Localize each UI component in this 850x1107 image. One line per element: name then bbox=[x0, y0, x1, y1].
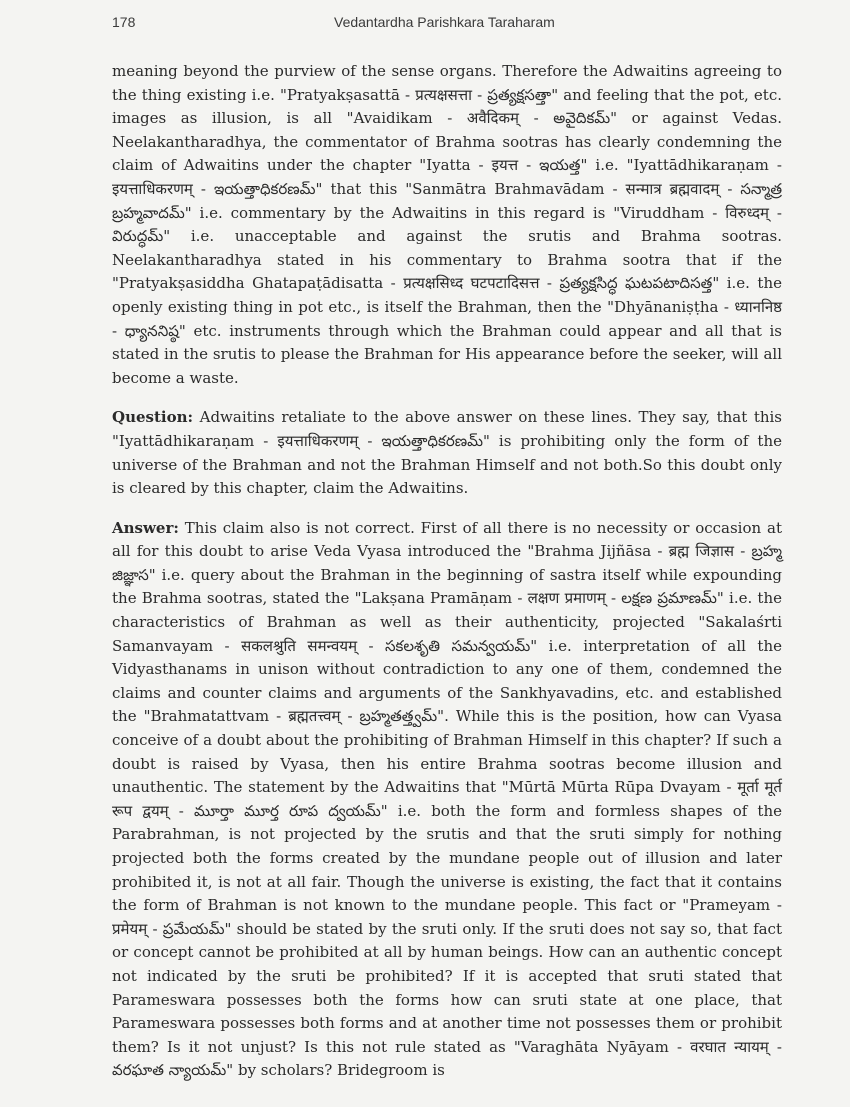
paragraph-text: Adwaitins retaliate to the above answer on these lines. They say, that this "Iyattādhikaraṇam - इयत्ताधिकरणम् - ఇయత్తాధికరణమ్" is prohibiting only the form of the universe of the Brahman and not the Brahman Himself and not both.So this doubt only is cleared by this chapter, claim the Adwaitins. bbox=[112, 408, 782, 498]
paragraph-intro bbox=[112, 60, 782, 390]
answer-label: Answer: bbox=[112, 518, 179, 537]
paragraph-question bbox=[112, 406, 782, 500]
paragraph-text: This claim also is not correct. First of all there is no necessity or occasion at all for this doubt to arise Veda Vyasa introduced the "Brahma Jijñāsa - ब्रह्म जिज्ञास - బ్రహ్మ జిజ్ఞాస" i.e. query about the Brahman in the beginning of sastra itself while expounding the Brahma sootras, stated the "Lakṣana Pramāṇam - लक्षण प्रमाणम् - లక్షణ ప్రమాణమ్" i.e. the characteristics of Brahman as well as their authenticity, projected "Sakalaśrti Samanvayam - सकलश्रुति समन्वयम् - సకలశృతి సమన్వయమ్" i.e. interpretation of all the Vidyasthanams in unison without contradiction to any one of them, condemned the claims and counter claims and arguments of the Sankhyavadins, etc. and established the "Brahmatattvam - ब्रह्मतत्त्वम् - బ్రహ్మతత్త్వమ్". While this is the position, how can Vyasa conceive of a doubt about the prohibiting of Brahman Himself in this chapter? If such a doubt is raised by Vyasa, then his entire Brahma sootras become illusion and unauthentic. The statement by the Adwaitins that "Mūrtā Mūrta Rūpa Dvayam - मूर्ता मूर्त रूप द्वयम् - మూర్తా మూర్త రూప ద్వయమ్" i.e. both the form and formless shapes of the Parabrahman, is not projected by the srutis and that the sruti simply for nothing projected both the forms created by the mundane people out of illusion and later prohibited it, is not at all fair. Though the universe is existing, the fact that it contains the form of Brahman is not known to the mundane people. This fact or "Prameyam - प्रमेयम् - ప్రమేయమ్" should be stated by the sruti only. If the sruti does not say so, that fact or concept cannot be prohibited at all by human beings. How can an authentic concept not indicated by the sruti be prohibited? If it is accepted that sruti stated that Parameswara possesses both the forms how can sruti state at one place, that Parameswara possesses both forms and at another time not possesses them or prohibit them? Is it not unjust? Is this not rule stated as "Varaghāta Nyāyam - वरघात न्यायम् - వరఘాత న్యాయమ్" by scholars? Bridegroom is bbox=[112, 518, 782, 1080]
paragraph-text: meaning beyond the purview of the sense organs. Therefore the Adwaitins agreeing to the thing existing i.e. "Pratyakṣasattā - प्रत्यक्षसत्ता - ప్రత్యక్షసత్తా" and feeling that the pot, etc. images as illusion, is all "Avaidikam - अवैदिकम् - అవైదికమ్" or against Vedas. Neelakantharadhya, the commentator of Brahma sootras has clearly condemning the claim of Adwaitins under the chapter "Iyatta - इयत्त - ఇయత్త" i.e. "Iyattādhikaraṇam - इयत्ताधिकरणम् - ఇయత్తాధికరణమ్" that this "Sanmātra Brahmavādam - सन्मात्र ब्रह्मवादम् - సన్మాత్ర బ్రహ్మవాదమ్" i.e. commentary by the Adwaitins in this regard is "Viruddham - विरुध्दम् - విరుద్ధమ్" i.e. unacceptable and against the srutis and Brahma sootras. Neelakantharadhya stated in his commentary to Brahma sootra that if the "Pratyakṣasiddha Ghatapaṭādisatta - प्रत्यक्षसिध्द घटपटादिसत्त - ప్రత్యక్షసిద్ధ ఘటపటాదిసత్త" i.e. the openly existing thing in pot etc., is itself the Brahman, then the "Dhyānaniṣṭha - ध्याननिष्ठ - ధ్యాననిష్ఠ" etc. instruments through which the Brahman could appear and all that is stated in the srutis to please the Brahman for His appearance before the seeker, will all become a waste. bbox=[112, 62, 782, 387]
question-label: Question: bbox=[112, 408, 194, 427]
running-title: Vedantardha Parishkara Taraharam bbox=[334, 14, 555, 30]
paragraph-answer bbox=[112, 517, 782, 1083]
page-number: 178 bbox=[112, 14, 136, 30]
page-body bbox=[112, 60, 782, 1099]
